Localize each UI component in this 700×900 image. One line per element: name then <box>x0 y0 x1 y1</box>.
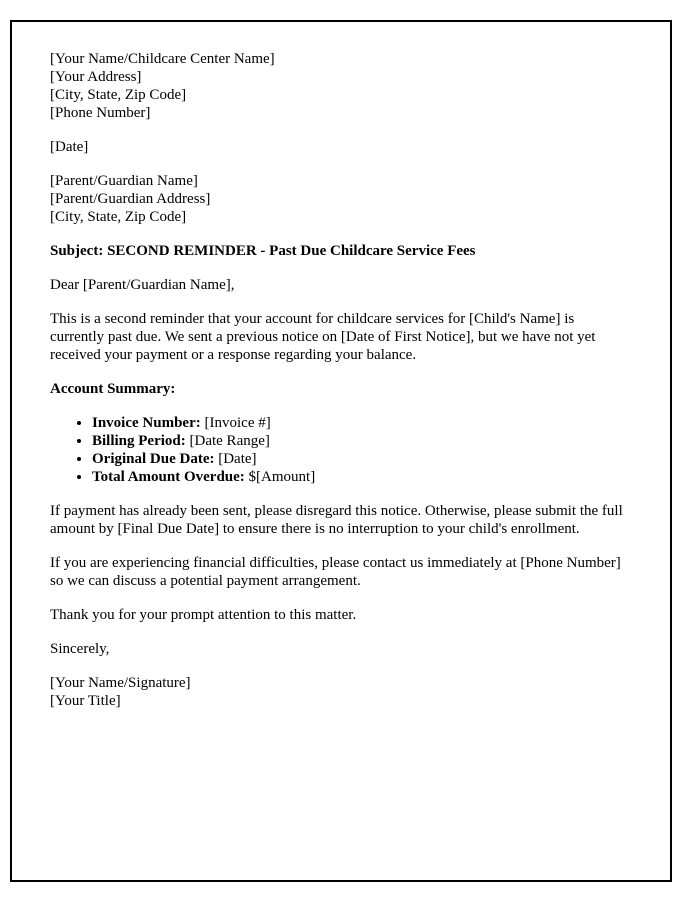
signature-block <box>50 674 632 710</box>
body-paragraph-2: If payment has already been sent, please disregard this notice. Otherwise, please submit the full amount by [Final Due Date] to ensure there is no interruption to your child's enrollment. <box>50 503 623 537</box>
date-line: [Date] <box>50 139 89 155</box>
summary-label: Total Amount Overdue: <box>92 469 245 485</box>
recipient-address-line: [Parent/Guardian Address] <box>50 191 211 207</box>
summary-label: Billing Period: <box>92 433 186 449</box>
signature-title-line: [Your Title] <box>50 693 121 709</box>
sender-name-line: [Your Name/Childcare Center Name] <box>50 51 275 67</box>
summary-value: $[Amount] <box>248 469 316 485</box>
account-summary-heading: Account Summary: <box>50 381 176 397</box>
summary-value: [Date] <box>218 451 257 467</box>
account-summary-list <box>50 414 632 486</box>
summary-value: [Date Range] <box>189 433 270 449</box>
body-paragraph-4: Thank you for your prompt attention to this matter. <box>50 607 357 623</box>
signature-name-line: [Your Name/Signature] <box>50 675 191 691</box>
recipient-name-line: [Parent/Guardian Name] <box>50 173 198 189</box>
summary-item-total-amount-overdue <box>92 468 632 486</box>
salutation: Dear [Parent/Guardian Name], <box>50 277 235 293</box>
recipient-city-line: [City, State, Zip Code] <box>50 209 187 225</box>
summary-label: Original Due Date: <box>92 451 215 467</box>
sender-phone-line: [Phone Number] <box>50 105 151 121</box>
closing: Sincerely, <box>50 641 110 657</box>
body-paragraph-1: This is a second reminder that your account for childcare services for [Child's Name] is currently past due. We sent a previous notice on [Date of First Notice], but we have not yet received your payment or a response regarding your balance. <box>50 311 596 363</box>
summary-value: [Invoice #] <box>204 415 271 431</box>
subject-line: Subject: SECOND REMINDER - Past Due Childcare Service Fees <box>50 243 476 259</box>
summary-item-original-due-date <box>92 450 632 468</box>
recipient-address-block <box>50 172 632 226</box>
summary-label: Invoice Number: <box>92 415 201 431</box>
summary-item-invoice-number <box>92 414 632 432</box>
sender-address-block <box>50 50 632 122</box>
summary-item-billing-period <box>92 432 632 450</box>
sender-address-line: [Your Address] <box>50 69 142 85</box>
letter-page <box>10 20 672 882</box>
body-paragraph-3: If you are experiencing financial difficulties, please contact us immediately at [Phone Number] so we can discuss a potential payment arrangement. <box>50 555 621 589</box>
sender-city-line: [City, State, Zip Code] <box>50 87 187 103</box>
